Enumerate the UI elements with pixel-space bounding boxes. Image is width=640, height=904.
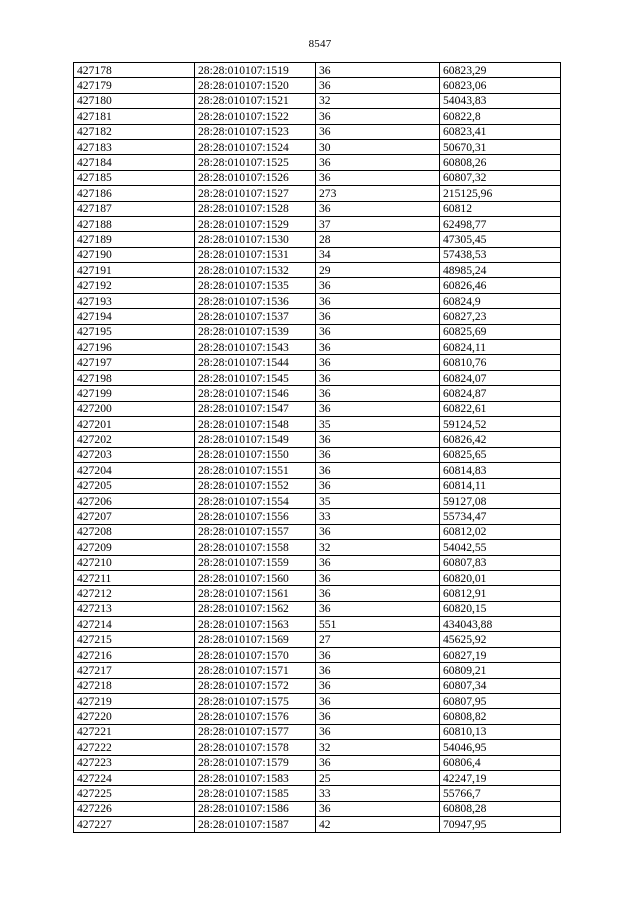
cadastral-number-cell: 28:28:010107:1536 <box>195 293 316 308</box>
area-cell: 36 <box>316 755 440 770</box>
record-number-cell: 427188 <box>74 216 195 231</box>
cadastral-number-cell: 28:28:010107:1545 <box>195 370 316 385</box>
area-cell: 273 <box>316 186 440 201</box>
area-cell: 36 <box>316 678 440 693</box>
area-cell: 32 <box>316 93 440 108</box>
value-cell: 60810,13 <box>440 724 561 739</box>
table-row <box>74 247 561 262</box>
cadastral-number-cell: 28:28:010107:1524 <box>195 139 316 154</box>
cadastral-number-cell: 28:28:010107:1549 <box>195 432 316 447</box>
record-number-cell: 427226 <box>74 801 195 816</box>
cadastral-number-cell: 28:28:010107:1583 <box>195 770 316 785</box>
cadastral-number-cell: 28:28:010107:1556 <box>195 509 316 524</box>
value-cell: 60826,46 <box>440 278 561 293</box>
value-cell: 54042,55 <box>440 540 561 555</box>
table-row <box>74 232 561 247</box>
cadastral-number-cell: 28:28:010107:1537 <box>195 309 316 324</box>
area-cell: 36 <box>316 63 440 78</box>
value-cell: 60826,42 <box>440 432 561 447</box>
area-cell: 36 <box>316 309 440 324</box>
table-row <box>74 755 561 770</box>
record-number-cell: 427187 <box>74 201 195 216</box>
value-cell: 60809,21 <box>440 663 561 678</box>
value-cell: 60807,95 <box>440 694 561 709</box>
cadastral-number-cell: 28:28:010107:1563 <box>195 617 316 632</box>
cadastral-number-cell: 28:28:010107:1554 <box>195 493 316 508</box>
area-cell: 36 <box>316 801 440 816</box>
cadastral-number-cell: 28:28:010107:1552 <box>195 478 316 493</box>
record-number-cell: 427193 <box>74 293 195 308</box>
area-cell: 36 <box>316 355 440 370</box>
record-number-cell: 427199 <box>74 386 195 401</box>
record-number-cell: 427182 <box>74 124 195 139</box>
table-row <box>74 293 561 308</box>
cadastral-number-cell: 28:28:010107:1558 <box>195 540 316 555</box>
area-cell: 36 <box>316 340 440 355</box>
cadastral-number-cell: 28:28:010107:1569 <box>195 632 316 647</box>
record-number-cell: 427191 <box>74 263 195 278</box>
cadastral-number-cell: 28:28:010107:1578 <box>195 740 316 755</box>
area-cell: 36 <box>316 78 440 93</box>
value-cell: 59127,08 <box>440 493 561 508</box>
area-cell: 36 <box>316 278 440 293</box>
record-number-cell: 427218 <box>74 678 195 693</box>
value-cell: 60814,11 <box>440 478 561 493</box>
area-cell: 36 <box>316 432 440 447</box>
record-number-cell: 427190 <box>74 247 195 262</box>
table-row <box>74 340 561 355</box>
table-row <box>74 570 561 585</box>
value-cell: 60820,15 <box>440 601 561 616</box>
area-cell: 36 <box>316 124 440 139</box>
area-cell: 37 <box>316 216 440 231</box>
cadastral-number-cell: 28:28:010107:1570 <box>195 647 316 662</box>
cadastral-number-cell: 28:28:010107:1586 <box>195 801 316 816</box>
cadastral-number-cell: 28:28:010107:1557 <box>195 524 316 539</box>
table-row <box>74 647 561 662</box>
cadastral-number-cell: 28:28:010107:1577 <box>195 724 316 739</box>
table-row <box>74 478 561 493</box>
record-number-cell: 427192 <box>74 278 195 293</box>
value-cell: 60822,8 <box>440 109 561 124</box>
record-number-cell: 427197 <box>74 355 195 370</box>
value-cell: 60825,65 <box>440 447 561 462</box>
value-cell: 60820,01 <box>440 570 561 585</box>
table-row <box>74 786 561 801</box>
cadastral-number-cell: 28:28:010107:1532 <box>195 263 316 278</box>
cadastral-number-cell: 28:28:010107:1526 <box>195 170 316 185</box>
cadastral-number-cell: 28:28:010107:1571 <box>195 663 316 678</box>
area-cell: 36 <box>316 647 440 662</box>
value-cell: 60812,91 <box>440 586 561 601</box>
table-row <box>74 447 561 462</box>
table-row <box>74 216 561 231</box>
record-number-cell: 427184 <box>74 155 195 170</box>
record-number-cell: 427220 <box>74 709 195 724</box>
value-cell: 60824,11 <box>440 340 561 355</box>
table-row <box>74 493 561 508</box>
value-cell: 60810,76 <box>440 355 561 370</box>
record-number-cell: 427196 <box>74 340 195 355</box>
value-cell: 60827,23 <box>440 309 561 324</box>
table-row <box>74 186 561 201</box>
value-cell: 55766,7 <box>440 786 561 801</box>
area-cell: 36 <box>316 570 440 585</box>
value-cell: 60808,28 <box>440 801 561 816</box>
table-row <box>74 724 561 739</box>
record-number-cell: 427214 <box>74 617 195 632</box>
record-number-cell: 427227 <box>74 817 195 832</box>
table-row <box>74 770 561 785</box>
cadastral-number-cell: 28:28:010107:1546 <box>195 386 316 401</box>
table-row <box>74 601 561 616</box>
record-number-cell: 427203 <box>74 447 195 462</box>
value-cell: 47305,45 <box>440 232 561 247</box>
cadastral-number-cell: 28:28:010107:1531 <box>195 247 316 262</box>
value-cell: 48985,24 <box>440 263 561 278</box>
table-row <box>74 509 561 524</box>
table-row <box>74 740 561 755</box>
area-cell: 36 <box>316 401 440 416</box>
cadastral-number-cell: 28:28:010107:1550 <box>195 447 316 462</box>
area-cell: 36 <box>316 601 440 616</box>
value-cell: 60824,07 <box>440 370 561 385</box>
table-row <box>74 678 561 693</box>
value-cell: 60824,87 <box>440 386 561 401</box>
area-cell: 32 <box>316 740 440 755</box>
value-cell: 60823,29 <box>440 63 561 78</box>
area-cell: 36 <box>316 109 440 124</box>
value-cell: 57438,53 <box>440 247 561 262</box>
area-cell: 36 <box>316 386 440 401</box>
table-row <box>74 155 561 170</box>
table-row <box>74 617 561 632</box>
record-number-cell: 427215 <box>74 632 195 647</box>
value-cell: 60823,41 <box>440 124 561 139</box>
record-number-cell: 427201 <box>74 416 195 431</box>
value-cell: 50670,31 <box>440 139 561 154</box>
cadastral-number-cell: 28:28:010107:1572 <box>195 678 316 693</box>
cadastral-number-cell: 28:28:010107:1562 <box>195 601 316 616</box>
value-cell: 45625,92 <box>440 632 561 647</box>
table-row <box>74 170 561 185</box>
records-table-body <box>74 63 561 833</box>
record-number-cell: 427225 <box>74 786 195 801</box>
area-cell: 36 <box>316 324 440 339</box>
value-cell: 55734,47 <box>440 509 561 524</box>
table-row <box>74 463 561 478</box>
record-number-cell: 427202 <box>74 432 195 447</box>
area-cell: 35 <box>316 416 440 431</box>
table-row <box>74 817 561 832</box>
table-row <box>74 694 561 709</box>
record-number-cell: 427224 <box>74 770 195 785</box>
table-row <box>74 201 561 216</box>
records-table <box>73 62 561 833</box>
record-number-cell: 427198 <box>74 370 195 385</box>
cadastral-number-cell: 28:28:010107:1539 <box>195 324 316 339</box>
value-cell: 434043,88 <box>440 617 561 632</box>
record-number-cell: 427179 <box>74 78 195 93</box>
value-cell: 60823,06 <box>440 78 561 93</box>
record-number-cell: 427217 <box>74 663 195 678</box>
record-number-cell: 427209 <box>74 540 195 555</box>
table-row <box>74 370 561 385</box>
table-row <box>74 309 561 324</box>
cadastral-number-cell: 28:28:010107:1576 <box>195 709 316 724</box>
table-row <box>74 63 561 78</box>
record-number-cell: 427221 <box>74 724 195 739</box>
cadastral-number-cell: 28:28:010107:1529 <box>195 216 316 231</box>
record-number-cell: 427206 <box>74 493 195 508</box>
cadastral-number-cell: 28:28:010107:1585 <box>195 786 316 801</box>
value-cell: 60806,4 <box>440 755 561 770</box>
record-number-cell: 427213 <box>74 601 195 616</box>
record-number-cell: 427189 <box>74 232 195 247</box>
record-number-cell: 427212 <box>74 586 195 601</box>
record-number-cell: 427200 <box>74 401 195 416</box>
value-cell: 60827,19 <box>440 647 561 662</box>
table-row <box>74 540 561 555</box>
value-cell: 54043,83 <box>440 93 561 108</box>
record-number-cell: 427210 <box>74 555 195 570</box>
area-cell: 35 <box>316 493 440 508</box>
record-number-cell: 427178 <box>74 63 195 78</box>
record-number-cell: 427216 <box>74 647 195 662</box>
cadastral-number-cell: 28:28:010107:1551 <box>195 463 316 478</box>
record-number-cell: 427205 <box>74 478 195 493</box>
area-cell: 36 <box>316 524 440 539</box>
record-number-cell: 427183 <box>74 139 195 154</box>
area-cell: 30 <box>316 139 440 154</box>
cadastral-number-cell: 28:28:010107:1560 <box>195 570 316 585</box>
cadastral-number-cell: 28:28:010107:1587 <box>195 817 316 832</box>
record-number-cell: 427219 <box>74 694 195 709</box>
table-row <box>74 524 561 539</box>
record-number-cell: 427208 <box>74 524 195 539</box>
area-cell: 36 <box>316 463 440 478</box>
value-cell: 59124,52 <box>440 416 561 431</box>
area-cell: 36 <box>316 709 440 724</box>
table-row <box>74 278 561 293</box>
value-cell: 60822,61 <box>440 401 561 416</box>
table-row <box>74 416 561 431</box>
value-cell: 60812,02 <box>440 524 561 539</box>
cadastral-number-cell: 28:28:010107:1559 <box>195 555 316 570</box>
cadastral-number-cell: 28:28:010107:1548 <box>195 416 316 431</box>
area-cell: 551 <box>316 617 440 632</box>
cadastral-number-cell: 28:28:010107:1523 <box>195 124 316 139</box>
table-row <box>74 93 561 108</box>
area-cell: 36 <box>316 201 440 216</box>
cadastral-number-cell: 28:28:010107:1547 <box>195 401 316 416</box>
value-cell: 215125,96 <box>440 186 561 201</box>
area-cell: 36 <box>316 293 440 308</box>
table-row <box>74 555 561 570</box>
cadastral-number-cell: 28:28:010107:1561 <box>195 586 316 601</box>
cadastral-number-cell: 28:28:010107:1519 <box>195 63 316 78</box>
cadastral-number-cell: 28:28:010107:1575 <box>195 694 316 709</box>
cadastral-number-cell: 28:28:010107:1525 <box>195 155 316 170</box>
area-cell: 36 <box>316 555 440 570</box>
area-cell: 34 <box>316 247 440 262</box>
area-cell: 32 <box>316 540 440 555</box>
cadastral-number-cell: 28:28:010107:1520 <box>195 78 316 93</box>
cadastral-number-cell: 28:28:010107:1521 <box>195 93 316 108</box>
table-row <box>74 401 561 416</box>
area-cell: 36 <box>316 663 440 678</box>
cadastral-number-cell: 28:28:010107:1527 <box>195 186 316 201</box>
table-row <box>74 632 561 647</box>
value-cell: 54046,95 <box>440 740 561 755</box>
cadastral-number-cell: 28:28:010107:1528 <box>195 201 316 216</box>
table-row <box>74 663 561 678</box>
value-cell: 70947,95 <box>440 817 561 832</box>
record-number-cell: 427195 <box>74 324 195 339</box>
record-number-cell: 427211 <box>74 570 195 585</box>
area-cell: 36 <box>316 170 440 185</box>
table-row <box>74 324 561 339</box>
table-row <box>74 355 561 370</box>
area-cell: 36 <box>316 694 440 709</box>
table-row <box>74 386 561 401</box>
value-cell: 62498,77 <box>440 216 561 231</box>
record-number-cell: 427181 <box>74 109 195 124</box>
area-cell: 25 <box>316 770 440 785</box>
area-cell: 36 <box>316 370 440 385</box>
area-cell: 29 <box>316 263 440 278</box>
table-row <box>74 78 561 93</box>
cadastral-number-cell: 28:28:010107:1544 <box>195 355 316 370</box>
area-cell: 33 <box>316 786 440 801</box>
cadastral-number-cell: 28:28:010107:1530 <box>195 232 316 247</box>
table-row <box>74 139 561 154</box>
value-cell: 42247,19 <box>440 770 561 785</box>
cadastral-number-cell: 28:28:010107:1522 <box>195 109 316 124</box>
area-cell: 36 <box>316 155 440 170</box>
value-cell: 60825,69 <box>440 324 561 339</box>
value-cell: 60807,83 <box>440 555 561 570</box>
record-number-cell: 427222 <box>74 740 195 755</box>
record-number-cell: 427223 <box>74 755 195 770</box>
value-cell: 60807,32 <box>440 170 561 185</box>
record-number-cell: 427194 <box>74 309 195 324</box>
table-row <box>74 432 561 447</box>
record-number-cell: 427204 <box>74 463 195 478</box>
area-cell: 36 <box>316 447 440 462</box>
area-cell: 36 <box>316 586 440 601</box>
area-cell: 36 <box>316 478 440 493</box>
area-cell: 42 <box>316 817 440 832</box>
record-number-cell: 427180 <box>74 93 195 108</box>
value-cell: 60808,82 <box>440 709 561 724</box>
cadastral-number-cell: 28:28:010107:1579 <box>195 755 316 770</box>
table-row <box>74 586 561 601</box>
area-cell: 28 <box>316 232 440 247</box>
value-cell: 60808,26 <box>440 155 561 170</box>
table-row <box>74 109 561 124</box>
record-number-cell: 427186 <box>74 186 195 201</box>
value-cell: 60807,34 <box>440 678 561 693</box>
area-cell: 36 <box>316 724 440 739</box>
value-cell: 60824,9 <box>440 293 561 308</box>
record-number-cell: 427207 <box>74 509 195 524</box>
area-cell: 27 <box>316 632 440 647</box>
table-row <box>74 124 561 139</box>
value-cell: 60812 <box>440 201 561 216</box>
cadastral-number-cell: 28:28:010107:1543 <box>195 340 316 355</box>
area-cell: 33 <box>316 509 440 524</box>
table-row <box>74 801 561 816</box>
record-number-cell: 427185 <box>74 170 195 185</box>
page-number: 8547 <box>308 38 332 50</box>
table-row <box>74 709 561 724</box>
table-row <box>74 263 561 278</box>
value-cell: 60814,83 <box>440 463 561 478</box>
cadastral-number-cell: 28:28:010107:1535 <box>195 278 316 293</box>
